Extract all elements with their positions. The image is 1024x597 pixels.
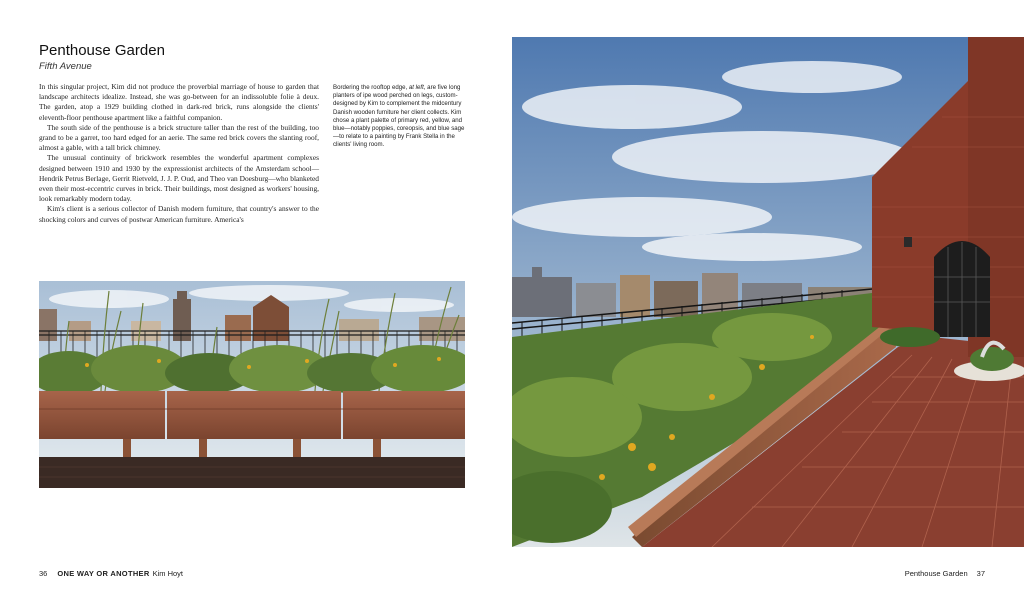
caption-emphasis: at left: [408, 84, 424, 91]
photo-caption: [333, 84, 467, 150]
author-name: Kim Hoyt: [152, 569, 183, 578]
shrub: [880, 327, 940, 347]
page-title: Penthouse Garden: [39, 42, 165, 59]
wall-lamp: [904, 237, 912, 247]
terrace-photo: [512, 37, 1024, 547]
body-paragraph: The unusual continuity of brickwork resembles the wonderful apartment complexes designed between 1910 and 1930 by the expressionist architects of the Amsterdam school—Hendrik Petrus Berlage, Gerrit Rietveld, J. J. P. Oud, and Theo van Doesburg—who blanketed even their most-eccentric curves in brick. Their buildings, most designed as workers' housing, look remarkably modern today.: [39, 153, 319, 204]
terrace-floor: [39, 457, 465, 488]
folio-left: [39, 569, 183, 578]
planter-boxes: [39, 391, 465, 439]
body-paragraph: Kim's client is a serious collector of Danish modern furniture, that country's answer to the shocking colors and curves of postwar American furniture. America's: [39, 204, 319, 224]
caption-text: , are five long planters of ipe wood perched on legs, custom-designed by Kim to complement the midcentury Danish wooden furniture her client collects. Kim chose a plant palette of primary red, yellow, and blue—notably poppies, coreopsis, and blue sage—to relate to a painting by Frank Stella in the clients' living room.: [333, 84, 465, 149]
page-number: 36: [39, 569, 48, 578]
body-paragraph: The south side of the penthouse is a brick structure taller than the rest of the building, too grand to be a garret, too hard edged for an aerie. The same red brick covers the slanting roof, almost a gable, with a tall brick chimney.: [39, 122, 319, 153]
folio-right: [905, 569, 985, 578]
page-number: 37: [976, 569, 985, 578]
book-title: ONE WAY OR ANOTHER: [57, 569, 150, 578]
body-text: [39, 82, 319, 225]
page-subtitle: Fifth Avenue: [39, 61, 92, 72]
caption-text: Bordering the rooftop edge,: [333, 84, 409, 91]
right-page: [512, 0, 1024, 597]
section-title: Penthouse Garden: [904, 569, 968, 578]
body-paragraph: In this singular project, Kim did not produce the proverbial marriage of house to garden that landscape architects idealize. Instead, she was go-between for an indissoluble folie à deux. The garden, atop a 1929 building clothed in dark-red brick, runs alongside the clients' eleventh-floor penthouse apartment like a faithful companion.: [39, 82, 319, 122]
planters-photo: [39, 281, 465, 488]
